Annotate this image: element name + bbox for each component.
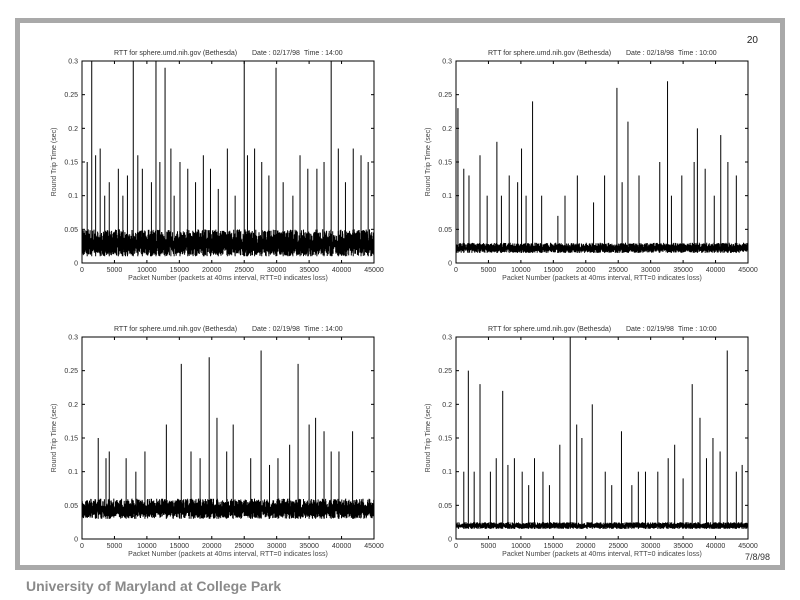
chart-svg xyxy=(418,39,758,299)
y-axis-label: Round Trip Time (sec) xyxy=(51,127,58,197)
x-tick-label: 5000 xyxy=(106,267,123,274)
y-tick-label: 0.2 xyxy=(68,401,78,409)
y-tick-label: 0.3 xyxy=(68,334,78,342)
rtt-baseline-band xyxy=(456,522,748,529)
x-tick-label: 0 xyxy=(80,543,84,550)
y-tick-label: 0.2 xyxy=(442,401,452,409)
plot-frame xyxy=(456,337,748,539)
x-tick-label: 15000 xyxy=(169,543,190,550)
x-tick-label: 35000 xyxy=(673,543,693,550)
y-tick-label: 0.25 xyxy=(438,92,452,100)
y-tick-label: 0 xyxy=(74,260,78,268)
y-tick-label: 0.1 xyxy=(442,193,452,201)
x-axis-label: Packet Number (packets at 40ms interval, RTT=0 indicates loss) xyxy=(128,551,328,558)
y-axis-label: Round Trip Time (sec) xyxy=(425,403,432,473)
x-tick-label: 0 xyxy=(454,543,458,550)
x-tick-label: 25000 xyxy=(608,267,628,274)
y-tick-label: 0.05 xyxy=(64,226,78,234)
x-tick-label: 45000 xyxy=(364,267,384,274)
y-tick-label: 0.1 xyxy=(68,193,78,201)
chart-title: RTT for sphere.umd.nih.gov (Bethesda) xyxy=(488,50,612,57)
y-tick-label: 0.15 xyxy=(64,159,78,167)
x-tick-label: 25000 xyxy=(234,543,254,550)
x-tick-label: 15000 xyxy=(169,267,190,274)
y-tick-label: 0.2 xyxy=(68,125,78,133)
x-tick-label: 15000 xyxy=(543,267,564,274)
y-tick-label: 0.15 xyxy=(64,435,78,443)
x-tick-label: 0 xyxy=(454,267,458,274)
chart-time: Time : 10:00 xyxy=(678,50,717,57)
y-axis-label: Round Trip Time (sec) xyxy=(51,403,58,473)
y-tick-label: 0 xyxy=(448,260,452,268)
y-tick-label: 0.25 xyxy=(64,368,78,376)
y-tick-label: 0.1 xyxy=(68,469,78,477)
x-tick-label: 30000 xyxy=(640,267,661,274)
x-tick-label: 5000 xyxy=(480,543,497,550)
y-tick-label: 0.25 xyxy=(64,92,78,100)
x-tick-label: 20000 xyxy=(202,543,222,550)
rtt-baseline-band xyxy=(456,243,748,253)
rtt-baseline-band xyxy=(82,229,374,256)
y-axis-label: Round Trip Time (sec) xyxy=(425,127,432,197)
chart-time: Time : 14:00 xyxy=(304,326,343,333)
chart-svg xyxy=(44,39,384,299)
chart-time: Time : 14:00 xyxy=(304,50,343,57)
x-tick-label: 35000 xyxy=(299,267,319,274)
footer-institution: University of Maryland at College Park xyxy=(26,578,282,594)
y-tick-label: 0.05 xyxy=(64,502,78,510)
y-tick-label: 0.3 xyxy=(442,58,452,66)
x-tick-label: 20000 xyxy=(576,543,596,550)
x-tick-label: 35000 xyxy=(673,267,693,274)
y-tick-label: 0 xyxy=(448,536,452,544)
x-tick-label: 30000 xyxy=(266,543,287,550)
x-tick-label: 10000 xyxy=(137,543,157,550)
x-tick-label: 25000 xyxy=(234,267,254,274)
y-tick-label: 0.05 xyxy=(438,226,452,234)
y-tick-label: 0.25 xyxy=(438,368,452,376)
x-tick-label: 5000 xyxy=(106,543,123,550)
slide-date: 7/8/98 xyxy=(744,552,770,562)
page-number: 20 xyxy=(746,35,758,46)
chart-date: Date : 02/18/98 xyxy=(626,50,674,57)
x-tick-label: 40000 xyxy=(705,267,726,274)
x-tick-label: 45000 xyxy=(738,543,758,550)
chart-title: RTT for sphere.umd.nih.gov (Bethesda) xyxy=(488,326,612,333)
x-tick-label: 40000 xyxy=(331,267,352,274)
x-tick-label: 10000 xyxy=(511,267,531,274)
chart-date: Date : 02/17/98 xyxy=(252,50,300,57)
x-axis-label: Packet Number (packets at 40ms interval, RTT=0 indicates loss) xyxy=(502,275,702,282)
x-tick-label: 45000 xyxy=(364,543,384,550)
x-tick-label: 40000 xyxy=(331,543,352,550)
chart-bottom-left xyxy=(44,315,384,575)
x-tick-label: 35000 xyxy=(299,543,319,550)
x-tick-label: 15000 xyxy=(543,543,564,550)
x-tick-label: 25000 xyxy=(608,543,628,550)
y-tick-label: 0.1 xyxy=(442,469,452,477)
y-tick-label: 0.2 xyxy=(442,125,452,133)
y-tick-label: 0.3 xyxy=(68,58,78,66)
chart-svg xyxy=(44,315,384,575)
chart-title: RTT for sphere.umd.nih.gov (Bethesda) xyxy=(114,326,238,333)
plot-frame xyxy=(456,61,748,263)
chart-top-left xyxy=(44,39,384,299)
chart-top-right xyxy=(418,39,758,299)
y-tick-label: 0 xyxy=(74,536,78,544)
slide-frame xyxy=(15,18,785,570)
x-tick-label: 5000 xyxy=(480,267,497,274)
chart-time: Time : 10:00 xyxy=(678,326,717,333)
x-tick-label: 0 xyxy=(80,267,84,274)
x-tick-label: 10000 xyxy=(511,543,531,550)
plot-frame xyxy=(82,61,374,263)
chart-bottom-right xyxy=(418,315,758,575)
chart-svg xyxy=(418,315,758,575)
chart-title: RTT for sphere.umd.nih.gov (Bethesda) xyxy=(114,50,238,57)
x-tick-label: 30000 xyxy=(266,267,287,274)
y-tick-label: 0.05 xyxy=(438,502,452,510)
chart-date: Date : 02/19/98 xyxy=(252,326,300,333)
x-axis-label: Packet Number (packets at 40ms interval, RTT=0 indicates loss) xyxy=(128,275,328,282)
x-tick-label: 10000 xyxy=(137,267,157,274)
x-tick-label: 45000 xyxy=(738,267,758,274)
x-tick-label: 20000 xyxy=(202,267,222,274)
y-tick-label: 0.15 xyxy=(438,159,452,167)
chart-date: Date : 02/19/98 xyxy=(626,326,674,333)
x-axis-label: Packet Number (packets at 40ms interval, RTT=0 indicates loss) xyxy=(502,551,702,558)
x-tick-label: 30000 xyxy=(640,543,661,550)
y-tick-label: 0.3 xyxy=(442,334,452,342)
x-tick-label: 20000 xyxy=(576,267,596,274)
y-tick-label: 0.15 xyxy=(438,435,452,443)
x-tick-label: 40000 xyxy=(705,543,726,550)
